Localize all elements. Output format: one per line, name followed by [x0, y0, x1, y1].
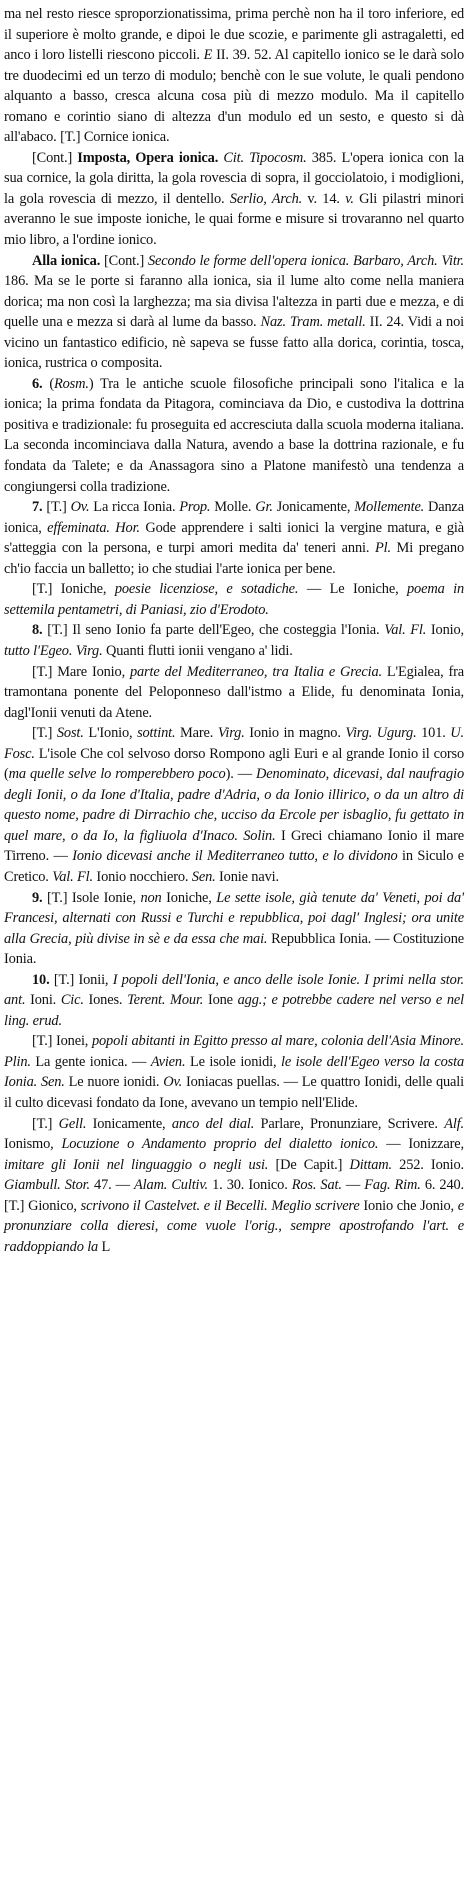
italic-text: scrivono il Castelvet. e il Becelli. Meglio scrivere: [80, 1197, 360, 1214]
entry-paragraph: [4, 888, 464, 970]
body-text: 186. Ma se le porte si faranno alla ionica, sia il lume alto come nella maniera dorica; ma non così la larghezza; ma sia divisa l'altezza in parti due e mezza, e di quelle una e mezza si darà al lume da basso.: [4, 273, 464, 331]
italic-text: ma quelle selve lo romperebbero poco: [8, 766, 226, 783]
italic-text: Prop.: [179, 499, 211, 516]
body-text: Ionismo,: [4, 1136, 62, 1153]
body-text: Ione: [203, 992, 238, 1009]
italic-text: popoli abitanti in Egitto presso al mare, colonia dell'Asia Minore. Plin.: [4, 1033, 464, 1070]
body-text: Mi pregano ch'io faccia un balletto; io che studiai l'arte ionica per bene.: [4, 540, 464, 577]
italic-text: Cic.: [60, 992, 84, 1009]
body-text: L'isole Che col selvoso dorso Rompono agli Euri e al grande Ionio il corso (: [4, 745, 464, 783]
italic-text: Ionio dicevasi anche il Mediterraneo tutto, e lo dividono: [72, 848, 398, 865]
italic-text: Sost.: [56, 725, 84, 742]
body-text: Le isole ionidi,: [185, 1053, 281, 1070]
body-text: Ioni.: [25, 992, 61, 1009]
italic-text: Virg.: [217, 725, 245, 742]
body-text: Gli pilastri minori averanno le sue imposte ioniche, le quai forme e misure si trovaranno nel quarto mio libro, a l'ordine ionico.: [4, 190, 464, 249]
entry-paragraph: [4, 148, 464, 251]
body-text: —: [341, 1177, 365, 1194]
italic-text: Le sette isole, già tenute da' Veneti, poi da' Francesi, alternati con Russi e Turchi e repubblica, poi dagl' Inglesi; ora unite alla Grecia, più divise in sè e da essa che mai.: [4, 889, 464, 947]
body-text: in Siculo e Cretico.: [4, 848, 464, 885]
body-text: [T.] Ionii,: [49, 971, 113, 988]
body-text: Ionio che Jonio,: [359, 1197, 458, 1214]
body-text: 252. Ionio.: [391, 1156, 464, 1173]
italic-text: Giambull. Stor.: [4, 1177, 90, 1194]
body-text: [T.]: [32, 725, 57, 742]
entry-paragraph: [4, 620, 464, 661]
body-text: [Cont.]: [32, 149, 78, 166]
italic-text: Dittam.: [349, 1156, 392, 1173]
italic-text: Alf.: [444, 1115, 464, 1132]
body-text: Repubblica Ionia. — Costituzione Ionia.: [4, 930, 464, 968]
italic-text: parte del Mediterraneo, tra Italia e Grecia.: [129, 663, 382, 680]
body-text: Iones.: [83, 992, 128, 1009]
body-text: Quanti flutti ionii vengano a' lidi.: [102, 642, 293, 659]
body-text: L'Ionio,: [83, 725, 138, 742]
entry-heading-text: Alla ionica.: [32, 252, 101, 269]
italic-text: Virg. Ugurg.: [345, 725, 417, 742]
italic-text: I popoli dell'Ionia, e anco delle isole Ionie. I primi nella stor. ant.: [4, 971, 464, 1009]
italic-text: poema in settemila pentametri, di Paniasi, zio d'Erodoto.: [4, 581, 465, 618]
body-text: Ionio nocchiero.: [92, 868, 192, 885]
entry-paragraph: [4, 251, 464, 374]
entry-paragraph: [4, 1114, 464, 1258]
body-text: ) Tra le antiche scuole filosofiche principali sono l'italica e la ionica; la prima fondata da Pitagora, cominciava da Dio, e custodiva la dottrina positiva e tradizionale: fu proseguita ed accresciuta dalla scuola moderna italiana. La seconda incominciava dalla Natura, avendo a base la dottrina razionale, e fu fondata da Talete; e da Anassagora sino a Platone manifestò una tendenza a congiungersi colla tradizione.: [4, 375, 464, 495]
italic-text: Naz. Tram. metall.: [260, 314, 366, 331]
body-text: Gode apprendere i salti ionici la vergine matura, e già s'atteggia con la persona, e turpi amori medita da' teneri anni.: [4, 519, 464, 557]
body-text: Parlare, Pronunziare, Scrivere.: [254, 1115, 445, 1132]
body-text: 6. 240. [T.] Gionico,: [4, 1177, 465, 1214]
italic-text: E: [203, 47, 213, 64]
body-text: [T.] Il seno Ionio fa parte dell'Egeo, che costeggia l'Ionia.: [42, 622, 385, 639]
body-text: 47. —: [89, 1177, 135, 1194]
italic-text: Val. Fl.: [384, 622, 427, 639]
body-text: — Le Ioniche,: [298, 581, 408, 598]
body-text: Ionicamente,: [86, 1115, 172, 1132]
italic-text: Terent. Mour.: [127, 992, 204, 1009]
italic-text: anco del dial.: [171, 1115, 255, 1132]
entry-paragraph: [4, 4, 464, 148]
italic-text: agg.; e potrebbe cadere nel verso e nel ling. erud.: [4, 992, 464, 1029]
entry-heading-text: 6.: [32, 375, 43, 392]
italic-text: Fag. Rim.: [364, 1177, 421, 1194]
body-text: [T.] Ioniche,: [32, 581, 115, 598]
entry-paragraph: [4, 1031, 464, 1113]
italic-text: imitare gli Ionii nel linguaggio o negli usi.: [4, 1156, 269, 1173]
italic-text: Pl.: [374, 540, 391, 557]
entry-heading-text: 8.: [32, 622, 43, 639]
italic-text: Ros. Sat.: [291, 1177, 342, 1194]
body-text: 1. 30. Ionico.: [208, 1177, 292, 1194]
body-text: [T.]: [32, 1115, 59, 1132]
entry-paragraph: [4, 497, 464, 579]
entry-paragraph: [4, 723, 464, 887]
body-text: ma nel resto riesce sproporzionatissima, prima perchè non ha il toro inferiore, ed il superiore è molto grande, e dipoi le due scozie, e parimente gli astragaletti, ed anco i loro listelli riescono piccoli.: [4, 6, 464, 64]
italic-text: v.: [345, 190, 354, 207]
entry-heading-text: 9.: [32, 889, 43, 906]
body-text: Ioniche,: [161, 889, 217, 906]
body-text: (: [42, 375, 54, 392]
body-text: Ionie navi.: [215, 868, 279, 885]
italic-text: le isole dell'Egeo verso la costa Ionia. Sen.: [4, 1053, 464, 1091]
italic-text: effeminata. Hor.: [47, 519, 140, 536]
body-text: [T.] Ionei,: [32, 1033, 92, 1050]
body-text: La gente ionica. —: [30, 1053, 151, 1070]
entry-heading-text: 10.: [32, 971, 50, 988]
italic-text: Ov.: [70, 499, 90, 516]
body-text: L: [98, 1238, 111, 1255]
italic-text: non: [140, 889, 162, 906]
body-text: Mare.: [175, 725, 218, 742]
italic-text: Alam. Cultiv.: [134, 1177, 209, 1194]
body-text: II. 24. Vidi a noi vicino un fantastico edificio, nè sapeva se fusse fatto alla dorica, corintia, tosca, ionica, rustrica o composita.: [4, 314, 464, 372]
entry-heading-text: 7.: [32, 499, 43, 516]
body-text: [T.]: [42, 499, 71, 516]
body-text: Ioniacas puellas. — Le quattro Ionidi, delle quali il culto dicevasi fondato da Ione, avevano un tempio nell'Elide.: [4, 1074, 464, 1111]
body-text: 385. L'opera ionica con la sua cornice, la gola diritta, la gola rovescia di sopra, il gocciolatoio, i modiglioni, la gola rovescia di mezzo, il dentello.: [4, 149, 464, 207]
entry-heading-text: Imposta, Opera ionica.: [77, 149, 219, 166]
body-text: [T.] Mare Ionio,: [32, 663, 130, 680]
italic-text: Cit. Tipocosm.: [223, 149, 307, 166]
italic-text: Serlio, Arch.: [229, 190, 303, 207]
italic-text: Rosm.: [54, 375, 89, 392]
entry-paragraph: [4, 579, 464, 620]
body-text: [T.] Isole Ionie,: [42, 889, 141, 906]
italic-text: sottint.: [137, 725, 176, 742]
italic-text: Mollemente.: [354, 499, 425, 516]
italic-text: e pronunziare colla dieresi, come vuole l'orig., sempre apostrofando l'art. e raddoppiando la: [4, 1197, 465, 1255]
body-text: ). —: [225, 766, 257, 783]
body-text: Ionio,: [426, 622, 464, 639]
italic-text: Secondo le forme dell'opera ionica. Barbaro, Arch. Vitr.: [147, 252, 464, 269]
body-text: Molle.: [210, 499, 256, 516]
body-text: I Greci chiamano Ionio il mare Tirreno. —: [4, 827, 464, 865]
italic-text: Avien.: [150, 1053, 186, 1070]
body-text: 101.: [416, 725, 451, 742]
italic-text: tutto l'Egeo. Virg.: [4, 642, 103, 659]
body-text: II. 39. 52. Al capitello ionico se le darà solo tre duodecimi ed un terzo di modulo; benchè con le sue volute, le quali pendono alquanto a basso, cresca alcuna cosa più di mezzo modulo. Ma il capitello romano e corintio siano di altezza d'un modulo ed un sesto, e questo si dà all'abaco. [T.] Cornice ionica.: [4, 47, 464, 146]
body-text: Danza ionica,: [4, 499, 465, 536]
italic-text: Ov.: [163, 1074, 183, 1091]
italic-text: Gell.: [58, 1115, 87, 1132]
entry-paragraph: [4, 374, 464, 497]
body-text: Le nuore ionidi.: [64, 1074, 164, 1091]
italic-text: Locuzione o Andamento proprio del dialetto ionico.: [61, 1136, 379, 1153]
body-text: [Cont.]: [100, 252, 148, 269]
body-text: L'Egialea, fra tramontana ponente del Peloponneso dall'istmo a Elide, fu denominata Ionia, dagl'Ionii venuti da Atene.: [4, 663, 464, 721]
italic-text: Sen.: [191, 868, 216, 885]
italic-text: Gr.: [255, 499, 273, 516]
body-text: v. 14.: [302, 190, 346, 207]
entry-paragraph: [4, 970, 464, 1032]
body-text: Jonicamente,: [272, 499, 355, 516]
italic-text: Denominato, dicevasi, dal naufragio degli Ionii, o da Ione d'Italia, padre d'Adria, o da Ionio illirico, o da un altro di questo nome, padre di Dirrachio che, ucciso da Ercole per isbaglio, fu gettato in quel mare, o da Io, la figliuola d'Inaco. Solin.: [4, 766, 464, 844]
italic-text: poesie licenziose, e sotadiche.: [114, 581, 299, 598]
italic-text: Val. Fl.: [52, 868, 93, 885]
italic-text: U. Fosc.: [4, 725, 464, 762]
body-text: La ricca Ionia.: [89, 499, 180, 516]
body-text: Ionio in magno.: [244, 725, 346, 742]
entry-paragraph: [4, 662, 464, 724]
body-text: [De Capit.]: [268, 1156, 350, 1173]
body-text: — Ionizzare,: [378, 1136, 464, 1153]
